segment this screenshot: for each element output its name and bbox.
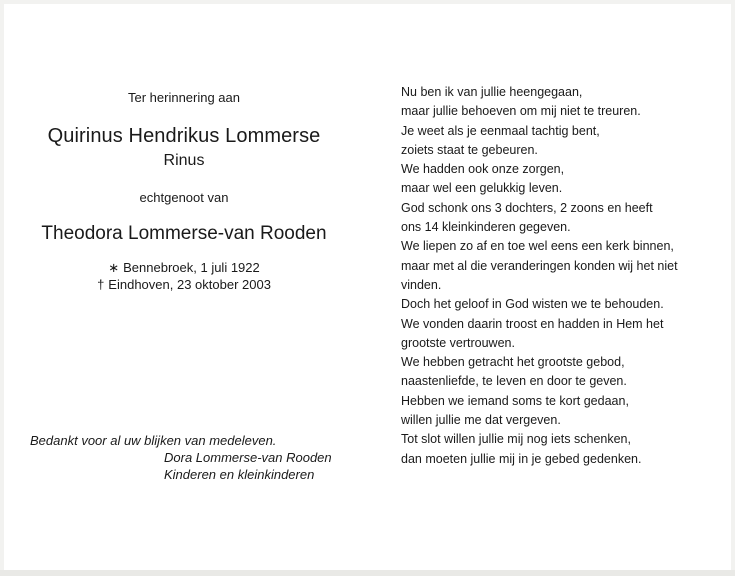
poem-line: We hadden ook onze zorgen, bbox=[401, 162, 565, 177]
thanks-text: Bedankt voor al uw blijken van medeleven. bbox=[30, 433, 277, 448]
poem bbox=[401, 83, 678, 469]
poem-line: Nu ben ik van jullie heengegaan, bbox=[401, 85, 583, 99]
memorial-card bbox=[4, 4, 731, 570]
poem-line: willen jullie me dat vergeven. bbox=[401, 413, 561, 428]
signer-line: Dora Lommerse-van Rooden bbox=[164, 450, 332, 465]
poem-line: maar wel een gelukkig leven. bbox=[401, 181, 563, 196]
spouse-name: Theodora Lommerse-van Rooden bbox=[41, 223, 327, 244]
deceased-name: Quirinus Hendrikus Lommerse bbox=[47, 125, 321, 147]
spouse-label: echtgenoot van bbox=[139, 190, 229, 205]
birth-text: Bennebroek, 1 juli 1922 bbox=[123, 260, 260, 275]
poem-line: dan moeten jullie mij in je gebed gedenken. bbox=[401, 451, 642, 466]
intro-text: Ter herinnering aan bbox=[127, 90, 241, 105]
poem-line: ons 14 kleinkinderen gegeven. bbox=[401, 220, 571, 235]
poem-line: Doch het geloof in God wisten we te behouden. bbox=[401, 297, 664, 312]
poem-line: God schonk ons 3 dochters, 2 zoons en heeft bbox=[401, 200, 653, 215]
death-cross-icon: † bbox=[97, 277, 105, 292]
poem-line: vinden. bbox=[401, 277, 442, 292]
birth-star-icon: ∗ bbox=[108, 260, 120, 275]
poem-line: naastenliefde, te leven en door te geven. bbox=[401, 374, 627, 389]
poem-line: We vonden daarin troost en hadden in Hem het bbox=[401, 316, 664, 331]
poem-line: Je weet als je eenmaal tachtig bent, bbox=[401, 123, 600, 138]
poem-line: zoiets staat te gebeuren. bbox=[401, 142, 538, 157]
poem-line: We liepen zo af en toe wel eens een kerk binnen, bbox=[401, 239, 674, 254]
signer-line: Kinderen en kleinkinderen bbox=[164, 467, 315, 482]
poem-line: Tot slot willen jullie mij nog iets schenken, bbox=[401, 432, 631, 447]
poem-line: grootste vertrouwen. bbox=[401, 335, 515, 350]
poem-line: maar met al die veranderingen konden wij het niet bbox=[401, 258, 678, 273]
deceased-nickname: Rinus bbox=[163, 152, 205, 169]
death-line bbox=[4, 277, 364, 292]
memorial-left-panel bbox=[4, 4, 384, 570]
birth-line bbox=[4, 260, 364, 276]
poem-line: Hebben we iemand soms te kort gedaan, bbox=[401, 393, 629, 408]
death-text: Eindhoven, 23 oktober 2003 bbox=[108, 277, 271, 292]
poem-line: maar jullie behoeven om mij niet te treuren. bbox=[401, 104, 641, 119]
poem-line: We hebben getracht het grootste gebod, bbox=[401, 355, 625, 370]
card-edge bbox=[0, 570, 735, 576]
